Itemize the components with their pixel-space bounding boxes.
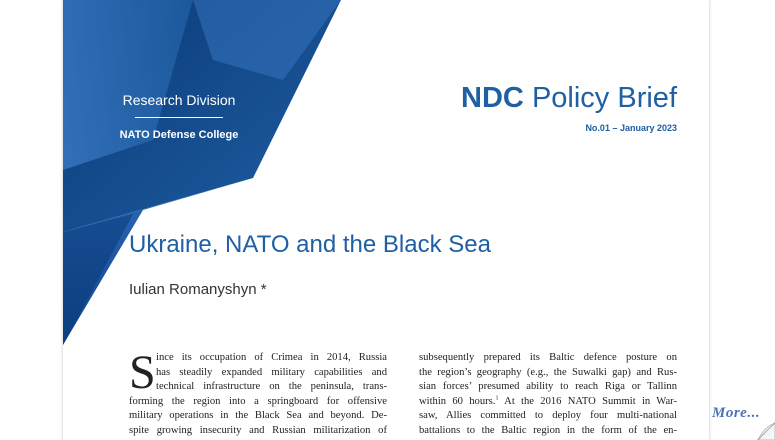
research-division-label: Research Division	[122, 92, 236, 108]
body-line-part: within 60 hours.	[419, 395, 496, 407]
series-brand: NDC	[461, 82, 524, 114]
body-line: battalions to the Baltic region in the form of the en-	[419, 424, 677, 436]
dropcap-letter: S	[129, 346, 156, 399]
body-line-with-footnote	[419, 395, 677, 410]
body-line: has steadily expanded military capabilities and	[156, 366, 387, 378]
body-column-left	[129, 346, 387, 439]
body-line: military operations in the Black Sea and beyond. De-	[129, 410, 387, 422]
body-line: sian forces’ presumed ability to reach Riga or Tallinn	[419, 381, 677, 393]
body-line: forming the region into a springboard for offensive	[129, 395, 387, 407]
issue-label: No.01 – January 2023	[585, 123, 677, 133]
body-column-right	[419, 351, 677, 439]
body-line: spite growing insecurity and Russian militarization of	[129, 424, 387, 436]
college-label: NATO Defense College	[119, 129, 239, 141]
footnote-mark[interactable]: 1	[495, 395, 499, 402]
body-line: subsequently prepared its Baltic defence posture on	[419, 352, 677, 363]
banner-divider	[135, 117, 223, 118]
dropcap-container	[129, 346, 156, 399]
more-link[interactable]: More...	[712, 405, 761, 421]
body-line: the region’s geography (e.g., the Suwalki gap) and Rus-	[419, 366, 677, 378]
body-line-part: At the 2016 NATO Summit in War-	[504, 395, 677, 407]
body-line: ince its occupation of Crimea in 2014, Russia	[156, 352, 387, 363]
series-name: Policy Brief	[531, 82, 677, 114]
document-title: Ukraine, NATO and the Black Sea	[129, 231, 491, 258]
body-line: saw, Allies committed to deploy four multi-national	[419, 410, 677, 422]
author-name: Iulian Romanyshyn *	[129, 281, 267, 298]
series-heading	[461, 82, 677, 115]
page-curl-icon[interactable]	[756, 421, 775, 440]
document-page	[63, 0, 709, 440]
body-line: technical infrastructure on the peninsula, trans-	[156, 381, 387, 393]
